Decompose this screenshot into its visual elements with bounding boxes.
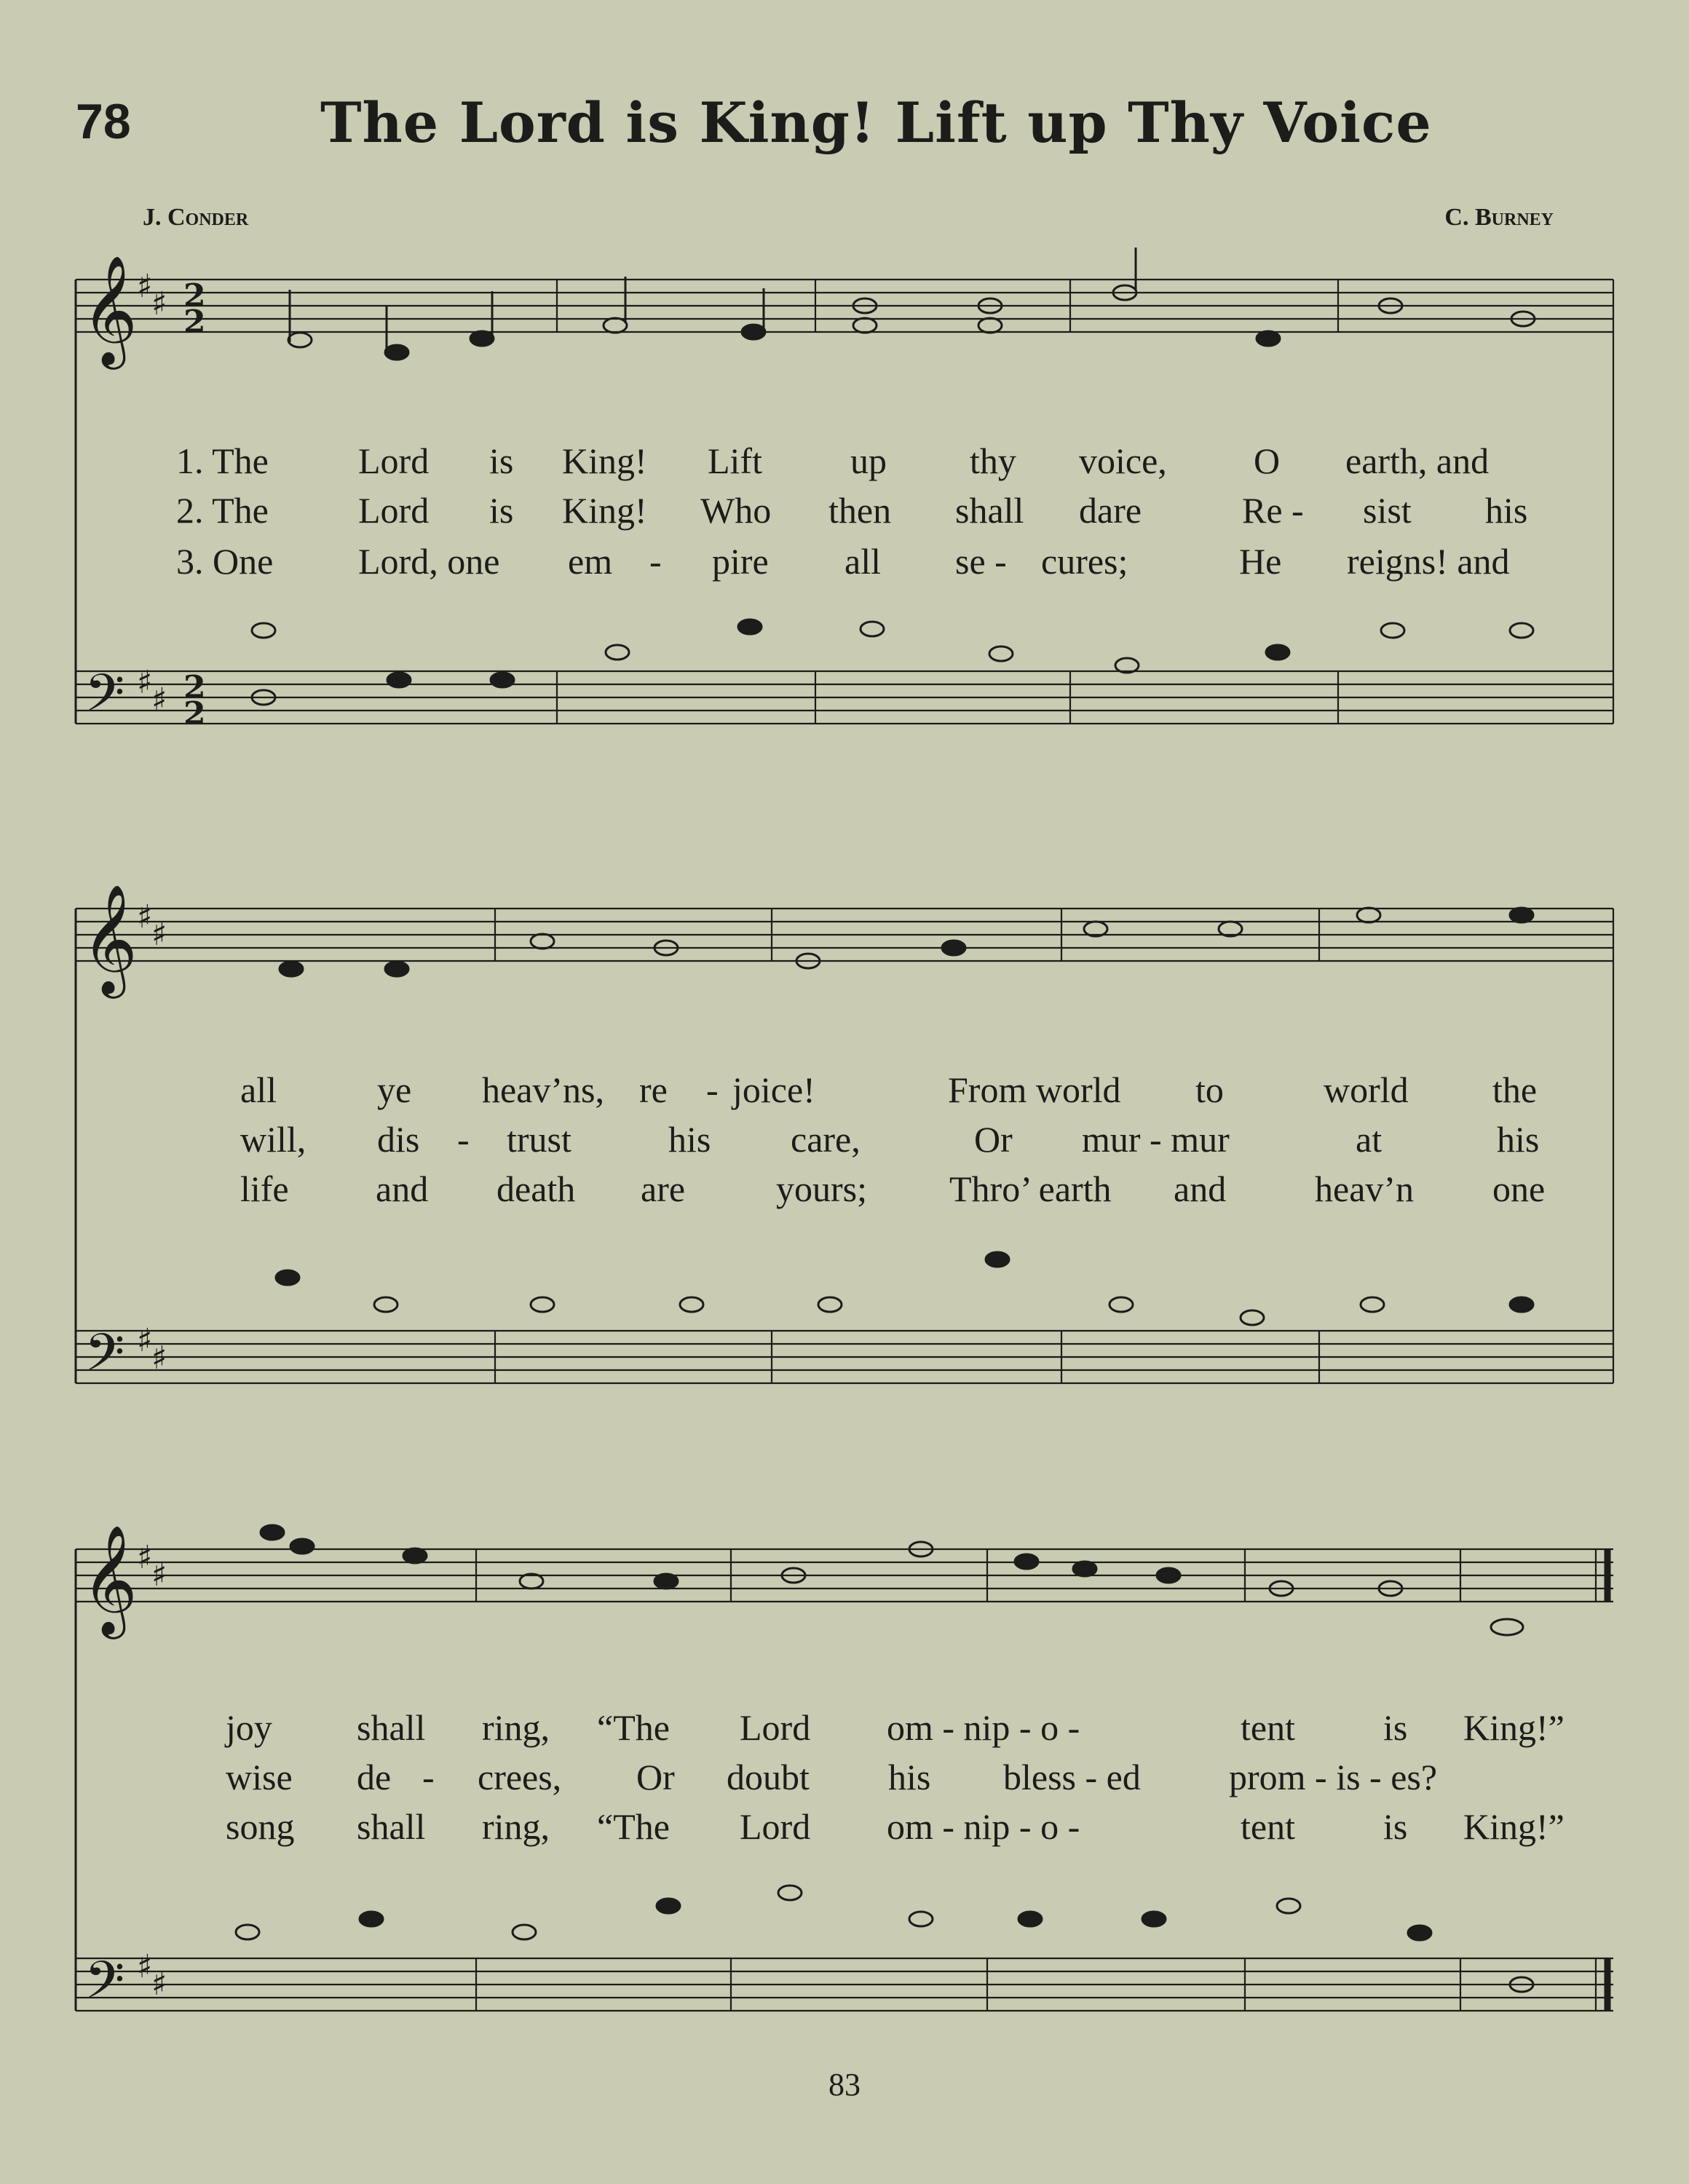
sharp-icon: ♯ <box>151 916 167 953</box>
lyric-word: prom - is - es? <box>1229 1757 1438 1797</box>
lyric-word: at <box>1356 1119 1383 1160</box>
sharp-icon: ♯ <box>137 1539 153 1576</box>
lyric-word: ring, <box>482 1707 550 1748</box>
sharp-icon: ♯ <box>151 1340 167 1377</box>
lyric-word: cures; <box>1041 541 1128 582</box>
lyric-word: ye <box>377 1069 412 1110</box>
system-2-bass-staff <box>76 1331 1613 1383</box>
system-3-bass-staff <box>76 1958 1613 2011</box>
lyric-line <box>0 1069 1689 1112</box>
lyric-line <box>0 1118 1689 1162</box>
lyric-word: shall <box>357 1806 426 1847</box>
lyric-word: tent <box>1241 1707 1295 1748</box>
lyric-word: He <box>1239 541 1282 582</box>
lyric-word: reigns! and <box>1347 541 1510 582</box>
lyric-word: up <box>850 440 887 481</box>
words-author: J. Conder <box>143 204 249 231</box>
lyric-word: dare <box>1079 490 1142 531</box>
lyric-word: Lord <box>740 1806 811 1847</box>
lyric-word: is <box>489 440 514 481</box>
lyric-word: will, <box>240 1119 306 1160</box>
lyric-word: his <box>1497 1119 1540 1160</box>
lyric-word: Lift <box>708 440 762 481</box>
lyric-word: joice! <box>732 1069 815 1110</box>
lyric-word: pire <box>712 541 769 582</box>
lyric-word: “The <box>597 1806 670 1847</box>
lyric-word: to <box>1195 1069 1224 1110</box>
lyric-word: heav’ns, <box>482 1069 604 1110</box>
lyric-word: and <box>376 1168 429 1209</box>
lyric-word: is <box>489 490 514 531</box>
lyric-word: all <box>844 541 881 582</box>
page-number: 83 <box>828 2067 861 2102</box>
lyric-word: then <box>828 490 892 531</box>
music-composer: C. Burney <box>1444 204 1554 231</box>
lyric-word: trust <box>507 1119 571 1160</box>
system-1-treble-staff <box>76 280 1613 332</box>
sharp-icon: ♯ <box>137 1322 153 1359</box>
lyric-word: dis <box>377 1119 420 1160</box>
lyric-word: Or <box>974 1119 1013 1160</box>
lyric-line <box>0 1706 1689 1750</box>
time-signature-bottom: 2 <box>183 695 206 732</box>
lyric-word: world <box>1324 1069 1409 1110</box>
treble-clef-icon: 𝄞 <box>82 254 138 365</box>
lyric-word: are <box>641 1168 686 1209</box>
lyric-word: crees, <box>478 1757 562 1797</box>
lyric-line <box>0 540 1689 584</box>
lyric-word: om - nip - o - <box>887 1806 1080 1847</box>
lyric-word: voice, <box>1079 440 1167 481</box>
lyric-word: King!” <box>1463 1707 1565 1748</box>
lyric-word: earth, and <box>1345 440 1490 481</box>
lyric-word: - <box>706 1069 719 1110</box>
bass-clef-icon: 𝄢 <box>84 1950 125 2023</box>
lyric-word: bless - ed <box>1003 1757 1141 1797</box>
lyric-word: his <box>1485 490 1528 531</box>
lyric-word: de <box>357 1757 392 1797</box>
lyric-word: sist <box>1363 490 1412 531</box>
lyric-word: is <box>1383 1707 1408 1748</box>
lyric-word: “The <box>597 1707 670 1748</box>
sharp-icon: ♯ <box>151 285 167 323</box>
lyric-word: the <box>1492 1069 1538 1110</box>
lyric-line <box>0 1805 1689 1849</box>
lyric-word: Lord <box>358 490 430 531</box>
lyric-word: Who <box>700 490 772 531</box>
lyric-word: tent <box>1241 1806 1295 1847</box>
sharp-icon: ♯ <box>137 1948 153 1985</box>
lyric-word: is <box>1383 1806 1408 1847</box>
lyric-word: Lord <box>740 1707 811 1748</box>
lyric-word: Thro’ earth <box>949 1168 1112 1209</box>
lyric-word: mur - mur <box>1082 1119 1230 1160</box>
lyric-word: shall <box>955 490 1024 531</box>
lyric-word: 3. One <box>176 541 274 582</box>
lyric-line <box>0 440 1689 483</box>
lyric-word: em <box>568 541 613 582</box>
sharp-icon: ♯ <box>137 898 153 935</box>
hymn-title: The Lord is King! Lift up Thy Voice <box>320 90 1432 155</box>
bass-clef-icon: 𝄢 <box>84 663 125 736</box>
lyric-word: death <box>497 1168 576 1209</box>
lyric-word: O <box>1254 440 1281 481</box>
lyric-line <box>0 489 1689 533</box>
lyric-word: ring, <box>482 1806 550 1847</box>
lyric-word: - <box>422 1757 435 1797</box>
time-signature-bottom: 2 <box>183 304 206 341</box>
lyric-word: wise <box>226 1757 293 1797</box>
lyric-word: one <box>1492 1168 1546 1209</box>
lyric-word: yours; <box>776 1168 867 1209</box>
lyric-word: joy <box>226 1707 272 1748</box>
hymn-number: 78 <box>76 94 131 149</box>
lyric-word: King! <box>562 440 647 481</box>
sharp-icon: ♯ <box>137 664 153 701</box>
lyric-word: his <box>888 1757 931 1797</box>
bass-clef-icon: 𝄢 <box>84 1323 125 1396</box>
lyric-word: Lord, one <box>358 541 500 582</box>
lyric-word: From world <box>948 1069 1121 1110</box>
lyric-word: 1. The <box>176 440 269 481</box>
lyric-word: his <box>668 1119 711 1160</box>
sharp-icon: ♯ <box>151 1556 167 1594</box>
lyric-line <box>0 1168 1689 1211</box>
sharp-icon: ♯ <box>137 268 153 305</box>
lyric-word: care, <box>791 1119 861 1160</box>
lyric-word: Re - <box>1242 490 1304 531</box>
lyric-word: doubt <box>727 1757 810 1797</box>
treble-clef-icon: 𝄞 <box>82 1524 138 1634</box>
lyric-word: song <box>226 1806 295 1847</box>
lyric-word: - <box>457 1119 470 1160</box>
lyric-word: King!” <box>1463 1806 1565 1847</box>
lyric-word: re <box>639 1069 668 1110</box>
lyric-word: Lord <box>358 440 430 481</box>
lyric-word: shall <box>357 1707 426 1748</box>
time-signature-top: 2 <box>183 277 206 314</box>
lyric-word: King! <box>562 490 647 531</box>
lyric-word: se - <box>955 541 1007 582</box>
lyric-line <box>0 1756 1689 1800</box>
lyric-word: om - nip - o - <box>887 1707 1080 1748</box>
system-1-bass-staff <box>76 671 1613 724</box>
lyric-word: Or <box>636 1757 675 1797</box>
lyric-word: heav’n <box>1315 1168 1415 1209</box>
lyric-word: life <box>240 1168 289 1209</box>
time-signature-top: 2 <box>183 669 206 706</box>
lyric-word: all <box>240 1069 277 1110</box>
lyric-word: and <box>1174 1168 1227 1209</box>
lyric-word: - <box>649 541 662 582</box>
sharp-icon: ♯ <box>151 1966 167 2003</box>
system-2-treble-staff <box>76 909 1613 961</box>
lyric-word: thy <box>970 440 1016 481</box>
sharp-icon: ♯ <box>151 681 167 719</box>
lyric-word: 2. The <box>176 490 269 531</box>
treble-clef-icon: 𝄞 <box>82 883 138 994</box>
